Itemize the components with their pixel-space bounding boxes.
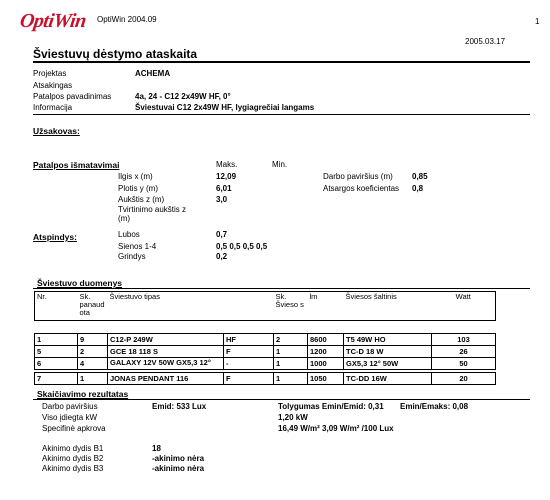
page-number: 1 [535,17,540,26]
b1-value: 18 [152,444,161,453]
ilgis-label: Ilgis x (m) [118,172,153,181]
table-cell: F [224,346,274,358]
table-cell: HF [224,334,274,346]
luminaires-heading: Šviestuvo duomenys [37,278,123,288]
darbo-pav-label: Darbo paviršius [42,402,98,411]
table-cell: 20 [432,373,496,385]
table-cell: 5 [35,346,78,358]
report-title: Šviestuvų dėstymo ataskaita [33,47,198,61]
specifine-value: 16,49 W/m² 3,09 W/m² /100 Lux [278,424,394,433]
tvirtinimo-unit: (m) [118,214,130,223]
grindys-value: 0,2 [216,252,228,261]
atsargos-label: Atsargos koeficientas [323,184,400,193]
col-header: Sk. Švieso s [274,292,308,321]
table-cell: 50 [432,358,496,370]
min-label: Min. [272,160,288,169]
col-header: Nr. [35,292,78,321]
table-cell: C12-P 249W [108,334,224,346]
b1-label: Akinimo dydis B1 [42,444,104,453]
table-cell: 6 [35,358,78,370]
luminaires-divider [33,288,530,289]
col-header: Watt [432,292,496,321]
uzsakovas-heading: Užsakovas: [33,126,80,136]
col-header [224,292,274,321]
results-heading: Skaičiavimo rezultatas [37,389,129,399]
luminaire-table [34,291,496,385]
reflect-heading: Atspindys: [33,232,77,242]
table-cell: 26 [432,346,496,358]
table-cell: 1000 [308,358,344,370]
informacija-label: Informacija [33,103,73,112]
table-cell: 1050 [308,373,344,385]
table-cell: 1 [274,346,308,358]
table-spacer [35,321,496,334]
table-cell: 4 [78,358,108,370]
table-cell: 1 [274,358,308,370]
table-cell: 1 [78,373,108,385]
table-cell: - [224,358,274,370]
plotis-label: Plotis y (m) [118,184,158,193]
projektas-label: Projektas [33,69,67,78]
b3-value: -akinimo nėra [152,464,205,473]
b2-label: Akinimo dydis B2 [42,454,104,463]
table-cell: F [224,373,274,385]
table-cell: GX5,3 12° 50W [344,358,432,370]
table-cell: GALAXY 12V 50W GX5,3 12° [108,358,224,370]
plotis-value: 6,01 [216,184,232,193]
emid-value: Emid: 533 Lux [152,402,207,411]
patalpos-value: 4a, 24 - C12 2x49W HF, 0° [135,92,231,101]
table-row [35,373,496,385]
table-cell: 9 [78,334,108,346]
atsakingas-label: Atsakingas [33,81,73,90]
table-cell: 1200 [308,346,344,358]
darbo-label: Darbo paviršius (m) [323,172,393,181]
specifine-label: Specifinė apkrova [42,424,106,433]
patalpos-label: Patalpos pavadinimas [33,92,112,101]
table-header-row [35,292,496,321]
table-cell: T5 49W HO [344,334,432,346]
col-header: lm [308,292,344,321]
table-cell: 7 [35,373,78,385]
tolygumas-value: Tolygumas Emin/Emid: 0,31 [278,402,384,411]
darbo-value: 0,85 [412,172,428,181]
table-row [35,358,496,370]
sienos-label: Sienos 1-4 [118,242,157,251]
table-row [35,334,496,346]
table-cell: GCE 18 118 S [108,346,224,358]
emin-emaks-value: Emin/Emaks: 0,08 [400,402,469,411]
optiwin-logo: OptiWin [18,10,88,32]
col-header: Šviesos šaltinis [344,292,432,321]
results-divider [33,399,530,400]
viso-label: Viso įdiegta kW [42,413,97,422]
aukstis-label: Aukštis z (m) [118,195,165,204]
table-cell: JONAS PENDANT 116 [108,373,224,385]
lubos-label: Lubos [118,230,140,239]
ilgis-value: 12,09 [216,172,237,181]
table-cell: 8600 [308,334,344,346]
table-cell: 1 [35,334,78,346]
table-cell: TC-D 18 W [344,346,432,358]
viso-value: 1,20 kW [278,413,308,422]
table-cell: 2 [78,346,108,358]
b3-label: Akinimo dydis B3 [42,464,104,473]
aukstis-value: 3,0 [216,195,228,204]
tvirtinimo-label: Tvirtinimo aukštis z [118,205,187,214]
sienos-value: 0,5 0,5 0,5 0,5 [216,242,268,251]
grindys-label: Grindys [118,252,146,261]
report-date: 2005.03.17 [465,37,506,46]
lubos-value: 0,7 [216,230,228,239]
atsargos-value: 0,8 [412,184,424,193]
table-cell: 1 [274,373,308,385]
col-header: Šviestuvo tipas [108,292,224,321]
table-row [35,346,496,358]
maks-label: Maks. [216,160,238,169]
app-name: OptiWin 2004.09 [97,15,157,24]
b2-value: -akinimo nėra [152,454,205,463]
table-cell: TC-DD 16W [344,373,432,385]
projektas-value: ACHEMA [135,69,171,78]
table-cell: 2 [274,334,308,346]
room-heading: Patalpos išmatavimai [33,160,120,170]
informacija-value: Šviestuvai C12 2x49W HF, lygiagrečiai langams [135,103,315,112]
table-cell: 103 [432,334,496,346]
info-divider [33,114,530,115]
col-header: Sk. panaud ota [78,292,108,321]
